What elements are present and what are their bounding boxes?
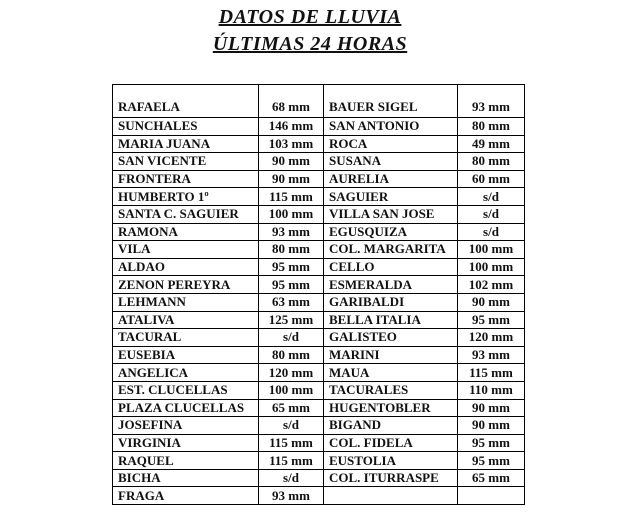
station-name-right: EGUSQUIZA: [324, 223, 458, 241]
station-name-right: BAUER SIGEL: [324, 85, 458, 118]
table-row: [113, 276, 525, 294]
station-name-left: ZENON PEREYRA: [113, 276, 259, 294]
station-name-left: BICHA: [113, 469, 259, 487]
station-name-left: RAMONA: [113, 223, 259, 241]
rain-value-left: 93 mm: [259, 487, 324, 505]
station-name-left: PLAZA CLUCELLAS: [113, 399, 259, 417]
rain-value-right: 93 mm: [458, 85, 525, 118]
rain-value-right: s/d: [458, 223, 525, 241]
table-row: [113, 434, 525, 452]
station-name-left: VIRGINIA: [113, 434, 259, 452]
rain-value-right: 90 mm: [458, 293, 525, 311]
table-row: [113, 188, 525, 206]
rain-value-left: 90 mm: [259, 170, 324, 188]
table-row: [113, 293, 525, 311]
station-name-left: LEHMANN: [113, 293, 259, 311]
table-row: [113, 417, 525, 435]
station-name-left: JOSEFINA: [113, 417, 259, 435]
station-name-left: ALDAO: [113, 258, 259, 276]
table-row: [113, 135, 525, 153]
station-name-left: TACURAL: [113, 329, 259, 347]
table-row: [113, 118, 525, 136]
table-row: [113, 223, 525, 241]
rain-value-left: 100 mm: [259, 381, 324, 399]
station-name-right: CELLO: [324, 258, 458, 276]
rain-value-left: s/d: [259, 417, 324, 435]
station-name-left: HUMBERTO 1º: [113, 188, 259, 206]
table-row: [113, 399, 525, 417]
station-name-left: MARIA JUANA: [113, 135, 259, 153]
table-row: [113, 452, 525, 470]
rain-value-left: 63 mm: [259, 293, 324, 311]
rain-value-left: s/d: [259, 329, 324, 347]
station-name-right: GARIBALDI: [324, 293, 458, 311]
rain-value-left: 115 mm: [259, 188, 324, 206]
station-name-right: ESMERALDA: [324, 276, 458, 294]
rain-value-left: 68 mm: [259, 85, 324, 118]
table-row: [113, 170, 525, 188]
rain-value-right: 100 mm: [458, 258, 525, 276]
station-name-right: [324, 487, 458, 505]
table-row: [113, 258, 525, 276]
rain-value-left: 146 mm: [259, 118, 324, 136]
rain-value-right: s/d: [458, 188, 525, 206]
rain-value-left: 115 mm: [259, 434, 324, 452]
table-row: [113, 85, 525, 118]
page-title: [0, 4, 620, 58]
station-name-right: TACURALES: [324, 381, 458, 399]
rain-value-right: 80 mm: [458, 153, 525, 171]
rain-value-left: 125 mm: [259, 311, 324, 329]
rain-value-right: 90 mm: [458, 399, 525, 417]
station-name-right: VILLA SAN JOSE: [324, 205, 458, 223]
station-name-right: MARINI: [324, 346, 458, 364]
table-row: [113, 469, 525, 487]
rainfall-table: [112, 84, 525, 505]
table-row: [113, 205, 525, 223]
station-name-left: RAFAELA: [113, 85, 259, 118]
rain-value-right: 49 mm: [458, 135, 525, 153]
station-name-left: SANTA C. SAGUIER: [113, 205, 259, 223]
station-name-right: GALISTEO: [324, 329, 458, 347]
station-name-left: FRAGA: [113, 487, 259, 505]
rain-value-right: s/d: [458, 205, 525, 223]
station-name-left: ANGELICA: [113, 364, 259, 382]
station-name-right: SAGUIER: [324, 188, 458, 206]
rain-value-left: 93 mm: [259, 223, 324, 241]
rain-value-right: 102 mm: [458, 276, 525, 294]
table-row: [113, 153, 525, 171]
rain-value-right: 110 mm: [458, 381, 525, 399]
station-name-right: MAUA: [324, 364, 458, 382]
station-name-left: VILA: [113, 241, 259, 259]
table-row: [113, 329, 525, 347]
rain-value-left: 100 mm: [259, 205, 324, 223]
station-name-left: ATALIVA: [113, 311, 259, 329]
station-name-right: ROCA: [324, 135, 458, 153]
rain-value-right: 95 mm: [458, 311, 525, 329]
title-line-2: ÚLTIMAS 24 HORAS: [212, 33, 408, 55]
title-line-1: DATOS DE LLUVIA: [218, 6, 402, 28]
rain-value-right: 95 mm: [458, 452, 525, 470]
rain-value-left: 95 mm: [259, 258, 324, 276]
table-row: [113, 364, 525, 382]
station-name-right: BELLA ITALIA: [324, 311, 458, 329]
station-name-right: HUGENTOBLER: [324, 399, 458, 417]
rain-value-left: 95 mm: [259, 276, 324, 294]
table-row: [113, 241, 525, 259]
table-row: [113, 346, 525, 364]
station-name-right: COL. MARGARITA: [324, 241, 458, 259]
station-name-left: SUNCHALES: [113, 118, 259, 136]
rain-value-left: 80 mm: [259, 241, 324, 259]
rain-value-left: 120 mm: [259, 364, 324, 382]
station-name-right: AURELIA: [324, 170, 458, 188]
station-name-right: SAN ANTONIO: [324, 118, 458, 136]
rain-value-right: 80 mm: [458, 118, 525, 136]
station-name-right: BIGAND: [324, 417, 458, 435]
station-name-left: EUSEBIA: [113, 346, 259, 364]
station-name-left: FRONTERA: [113, 170, 259, 188]
rain-value-right: 60 mm: [458, 170, 525, 188]
station-name-right: COL. ITURRASPE: [324, 469, 458, 487]
rain-value-right: 90 mm: [458, 417, 525, 435]
rain-value-right: 65 mm: [458, 469, 525, 487]
rain-value-right: 100 mm: [458, 241, 525, 259]
station-name-left: SAN VICENTE: [113, 153, 259, 171]
rain-value-left: 80 mm: [259, 346, 324, 364]
rain-value-left: 65 mm: [259, 399, 324, 417]
rain-value-left: 90 mm: [259, 153, 324, 171]
rain-value-right: 115 mm: [458, 364, 525, 382]
rain-value-left: s/d: [259, 469, 324, 487]
rain-value-right: 120 mm: [458, 329, 525, 347]
table-row: [113, 487, 525, 505]
rain-value-right: 93 mm: [458, 346, 525, 364]
station-name-right: EUSTOLIA: [324, 452, 458, 470]
station-name-right: COL. FIDELA: [324, 434, 458, 452]
rainfall-table-body: [113, 85, 525, 505]
table-row: [113, 381, 525, 399]
rain-value-right: [458, 487, 525, 505]
table-row: [113, 311, 525, 329]
rain-value-left: 115 mm: [259, 452, 324, 470]
station-name-left: RAQUEL: [113, 452, 259, 470]
station-name-right: SUSANA: [324, 153, 458, 171]
station-name-left: EST. CLUCELLAS: [113, 381, 259, 399]
rain-value-left: 103 mm: [259, 135, 324, 153]
rain-value-right: 95 mm: [458, 434, 525, 452]
